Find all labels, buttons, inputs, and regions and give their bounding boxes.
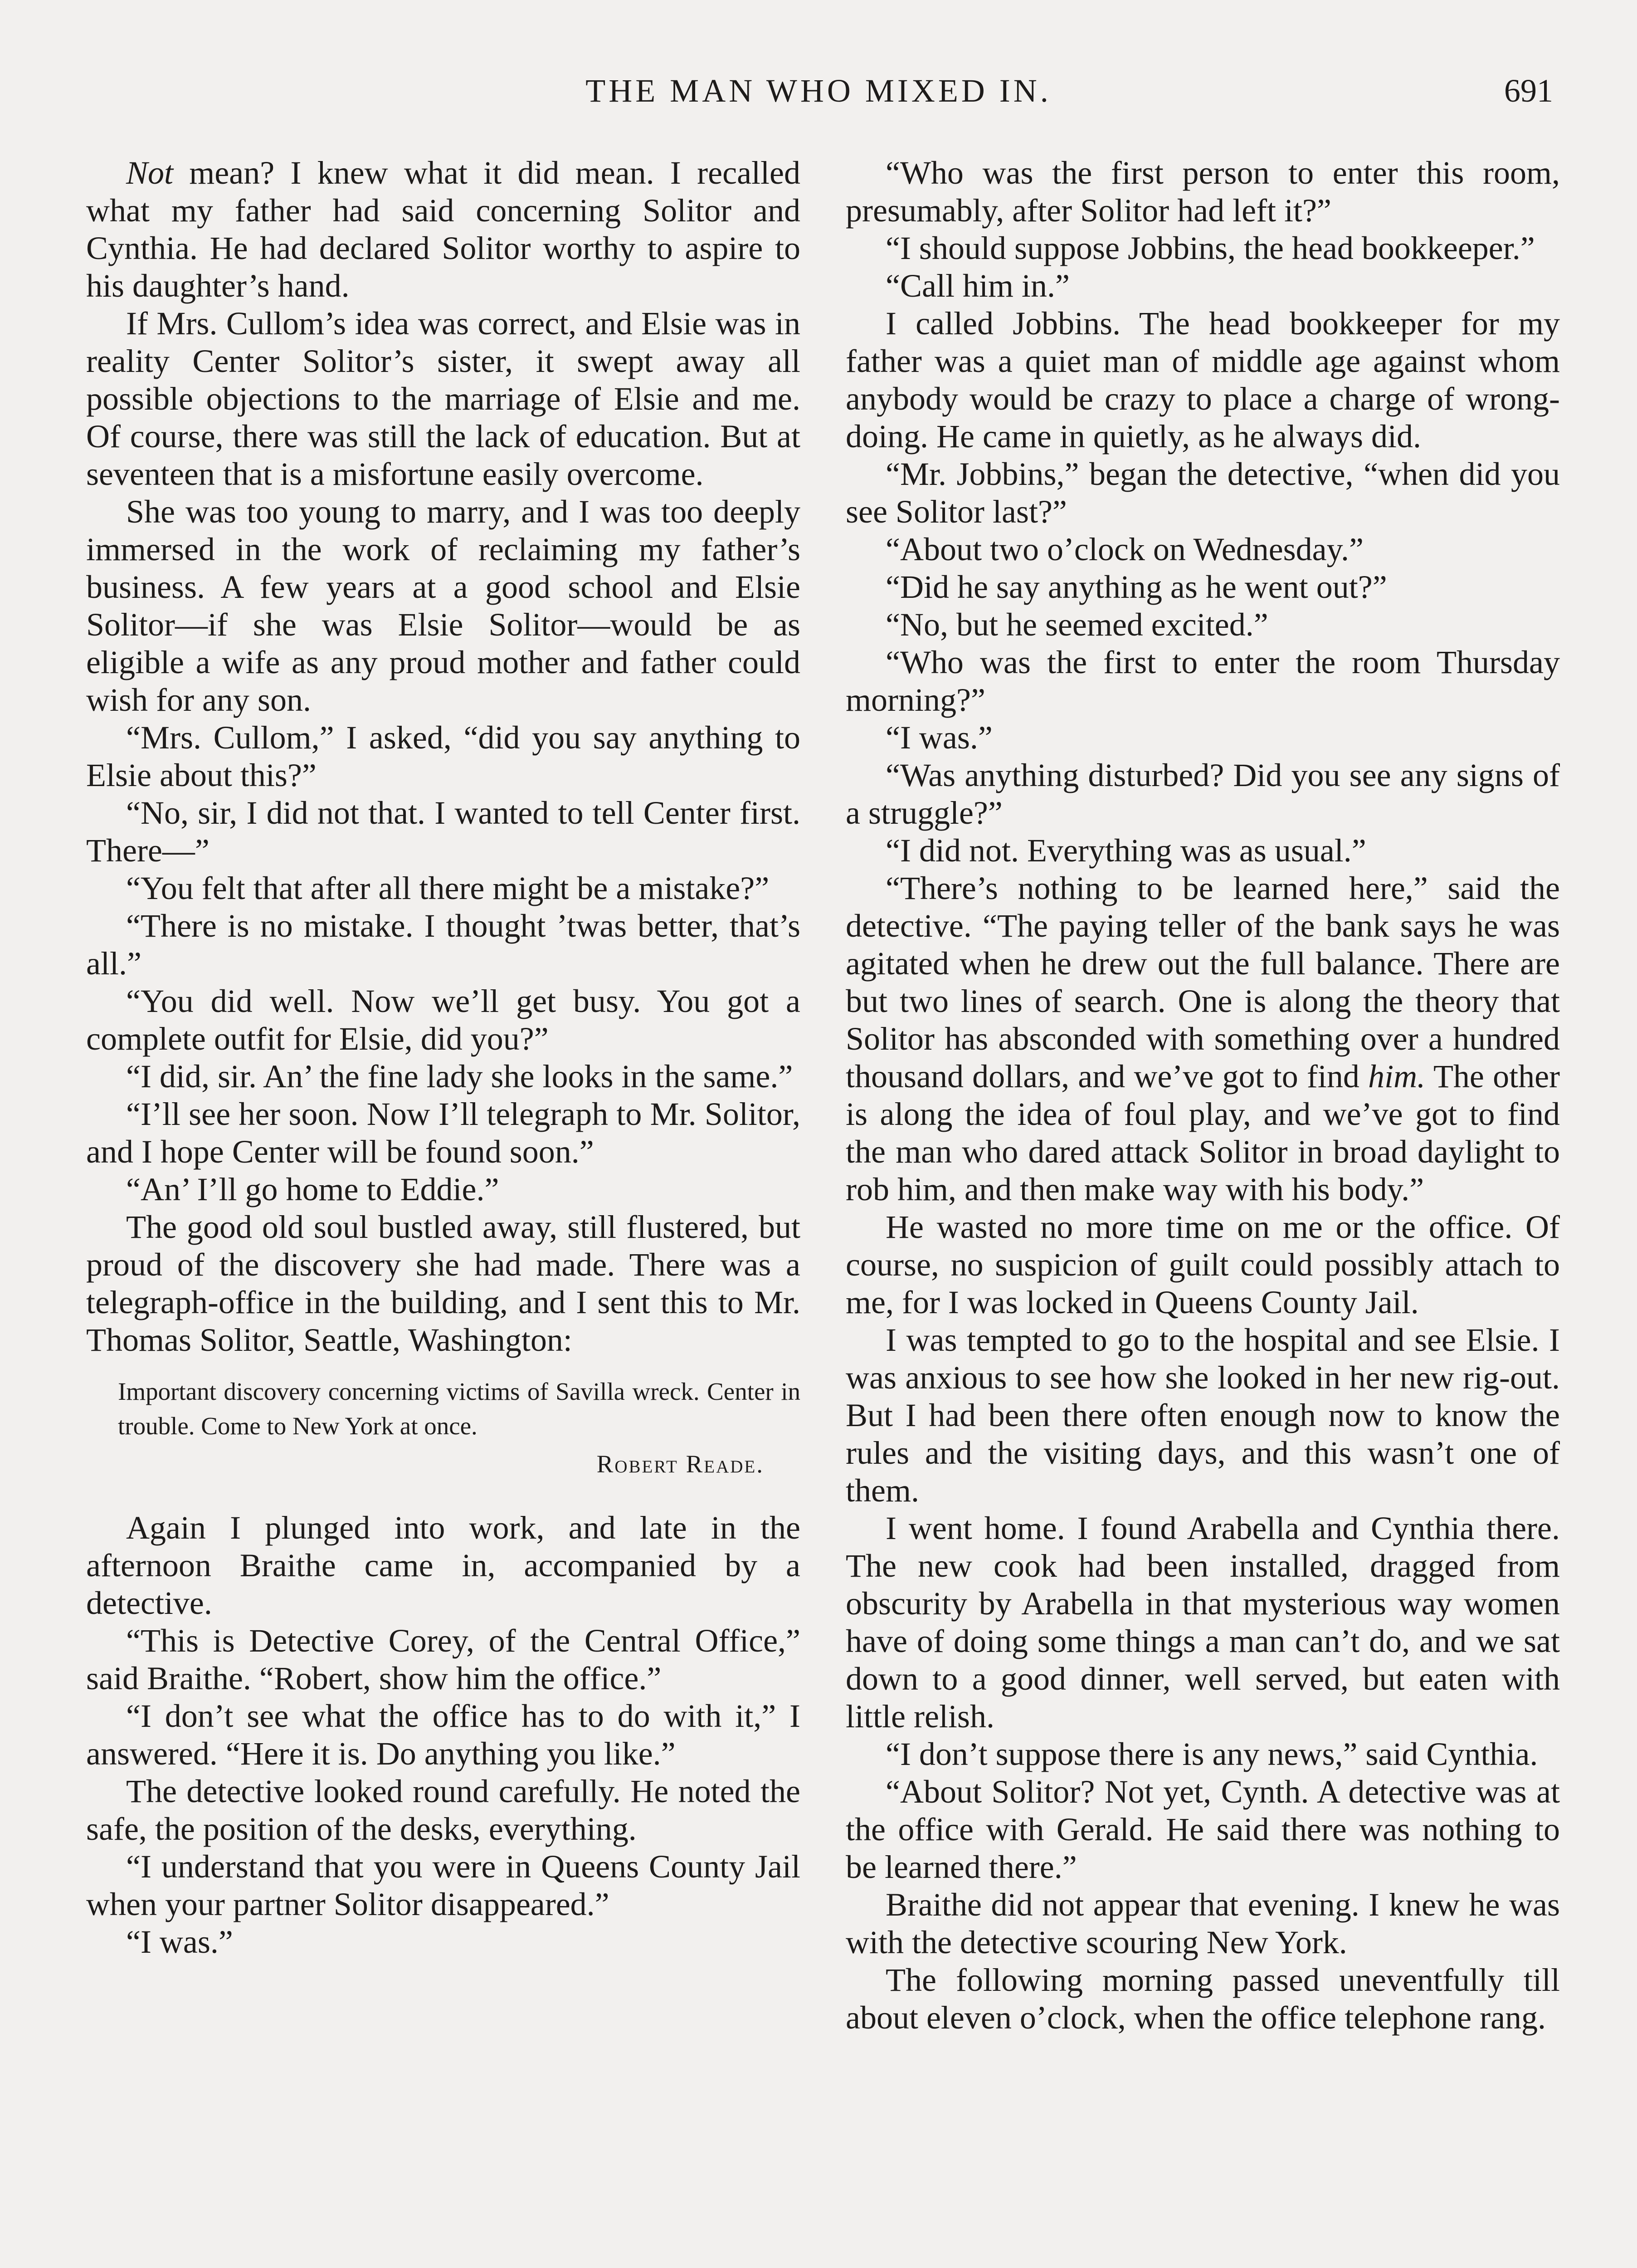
paragraph: He wasted no more time on me or the office. Of course, no suspicion of guilt could possibly attach to me, for I was locked in Queens County Jail.	[846, 1209, 1560, 1320]
paragraph	[86, 154, 800, 305]
telegram-quote	[86, 1374, 800, 1443]
italic-word: Not	[126, 155, 174, 191]
paragraph: “Who was the first person to enter this room, presumably, after Solitor had left it?”	[846, 155, 1560, 229]
paragraph: I called Jobbins. The head bookkeeper for my father was a quiet man of middle age against whom anybody would be crazy to place a charge of wrong-doing. He came in quietly, as he always did.	[846, 305, 1560, 455]
paragraph-text: “There’s nothing to be learned here,” said the detective. “The paying teller of the bank says he was agitated when he drew out the full balance. There are but two lines of search. One is along the theory that Solitor has absconded with something over a hundred thousand dollars, and we’ve got to find	[846, 870, 1560, 1095]
running-title: THE MAN WHO MIXED IN.	[585, 73, 1052, 109]
paragraph-text: The other is along the idea of foul play, and we’ve got to find the man who dared attack Solitor in broad daylight to rob him, and then make way with his body.”	[846, 1058, 1560, 1207]
paragraph: “Did he say anything as he went out?”	[886, 569, 1387, 605]
paragraph: “This is Detective Corey, of the Central Office,” said Braithe. “Robert, show him the office.”	[86, 1623, 800, 1696]
paragraph: “No, sir, I did not that. I wanted to tell Center first. There—”	[86, 795, 800, 869]
paragraph: “You did well. Now we’ll get busy. You got a complete outfit for Elsie, did you?”	[86, 983, 800, 1057]
italic-word: him.	[1368, 1058, 1426, 1095]
paragraph: “An’ I’ll go home to Eddie.”	[126, 1171, 499, 1207]
paragraph: “I was.”	[126, 1924, 233, 1960]
paragraph: “I’ll see her soon. Now I’ll telegraph to Mr. Solitor, and I hope Center will be found soon.”	[86, 1096, 800, 1170]
page-number: 691	[1504, 73, 1553, 109]
paragraph: Again I plunged into work, and late in the afternoon Braithe came in, accompanied by a detective.	[86, 1510, 800, 1621]
paragraph: I was tempted to go to the hospital and see Elsie. I was anxious to see how she looked in her new rig-out. But I had been there often enough now to know the rules and the visiting days, and this wasn’t one of them.	[846, 1322, 1560, 1509]
paragraph: “I did not. Everything was as usual.”	[886, 832, 1366, 869]
paragraph: “About Solitor? Not yet, Cynth. A detective was at the office with Gerald. He said there was nothing to be learned there.”	[846, 1774, 1560, 1885]
paragraph: “No, but he seemed excited.”	[886, 606, 1268, 643]
paragraph: “There is no mistake. I thought ’twas better, that’s all.”	[86, 908, 800, 982]
paragraph: “Was anything disturbed? Did you see any signs of a struggle?”	[846, 757, 1560, 831]
paragraph: “Call him in.”	[886, 268, 1070, 304]
paragraph: “I did, sir. An’ the fine lady she looks in the same.”	[126, 1058, 793, 1095]
paragraph: Braithe did not appear that evening. I knew he was with the detective scouring New York.	[846, 1887, 1560, 1960]
telegram-text: Important discovery concerning victims of Savilla wreck. Center in trouble. Come to New York at once.	[118, 1378, 800, 1440]
paragraph: “Who was the first to enter the room Thursday morning?”	[846, 644, 1560, 718]
paragraph: “I don’t see what the office has to do with it,” I answered. “Here it is. Do anything you like.”	[86, 1698, 800, 1772]
paragraph: “You felt that after all there might be a mistake?”	[126, 870, 770, 906]
paragraph: “Mrs. Cullom,” I asked, “did you say anything to Elsie about this?”	[86, 719, 800, 793]
paragraph: “I don’t suppose there is any news,” said Cynthia.	[886, 1736, 1538, 1772]
right-column	[846, 154, 1560, 2037]
paragraph-text: mean? I knew what it did mean. I recalled what my father had said concerning Solitor and Cynthia. He had declared Solitor worthy to aspire to his daughter’s hand.	[86, 155, 800, 304]
paragraph: She was too young to marry, and I was too deeply immersed in the work of reclaiming my father’s business. A few years at a good school and Elsie Solitor—if she was Elsie Solitor—would be as eligible a wife as any proud mother and father could wish for any son.	[86, 494, 800, 718]
telegram-signature: Robert Reade.	[596, 1450, 764, 1478]
paragraph: “Mr. Jobbins,” began the detective, “when did you see Solitor last?”	[846, 456, 1560, 530]
paragraph: I went home. I found Arabella and Cynthia there. The new cook had been installed, dragged from obscurity by Arabella in that mysterious way women have of doing some things a man can’t do, and we sat down to a good dinner, well served, but eaten with little relish.	[846, 1510, 1560, 1735]
page-header	[0, 68, 1637, 122]
paragraph: The detective looked round carefully. He noted the safe, the position of the desks, everything.	[86, 1773, 800, 1847]
left-column	[86, 154, 800, 1961]
paragraph: “I understand that you were in Queens County Jail when your partner Solitor disappeared.”	[86, 1848, 800, 1922]
paragraph: The following morning passed uneventfully till about eleven o’clock, when the office telephone rang.	[846, 1962, 1560, 2036]
paragraph: The good old soul bustled away, still flustered, but proud of the discovery she had made. There was a telegraph-office in the building, and I sent this to Mr. Thomas Solitor, Seattle, Washington:	[86, 1209, 800, 1358]
paragraph: “I was.”	[886, 719, 993, 756]
paragraph	[846, 870, 1560, 1208]
paragraph: If Mrs. Cullom’s idea was correct, and Elsie was in reality Center Solitor’s sister, it swept away all possible objections to the marriage of Elsie and me. Of course, there was still the lack of education. But at seventeen that is a misfortune easily overcome.	[86, 305, 800, 492]
paragraph: “I should suppose Jobbins, the head bookkeeper.”	[886, 230, 1535, 266]
paragraph: “About two o’clock on Wednesday.”	[886, 531, 1364, 567]
